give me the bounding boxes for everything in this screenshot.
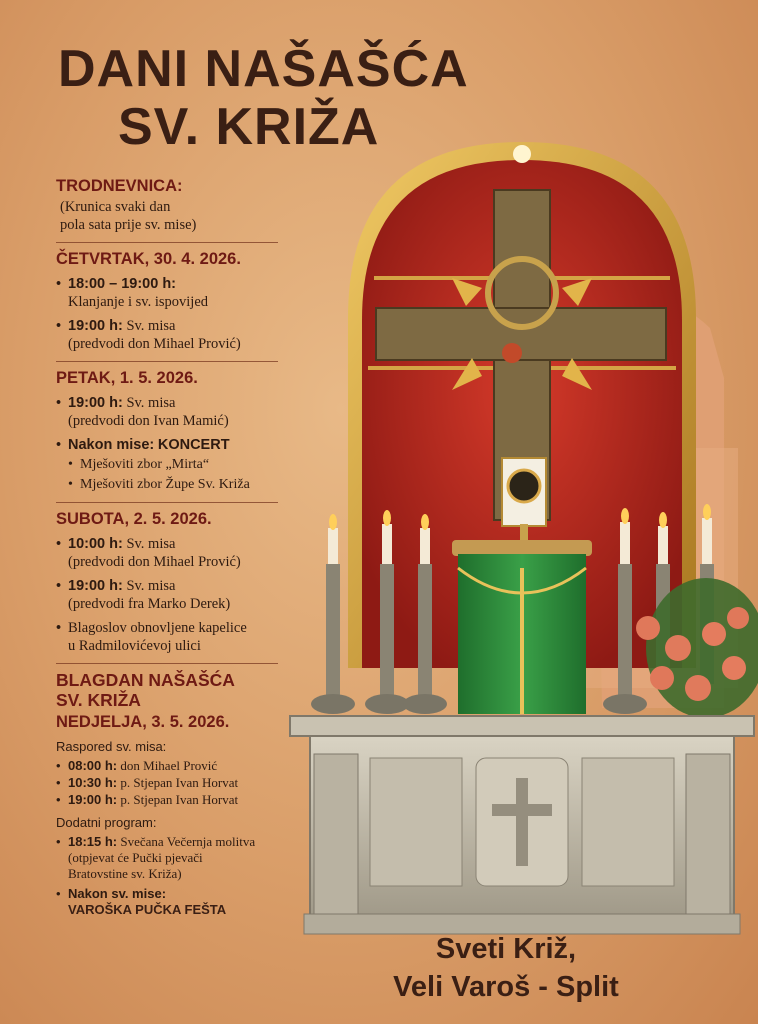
list-item bbox=[56, 758, 278, 774]
altar-cloth bbox=[452, 540, 592, 714]
schedule-column bbox=[56, 176, 278, 924]
item-time: 18:00 – 19:00 h: bbox=[68, 276, 177, 292]
item-text: Sv. misa bbox=[126, 318, 176, 334]
divider bbox=[56, 242, 278, 243]
friday-list bbox=[56, 394, 278, 494]
item-time: 18:15 h: bbox=[68, 834, 118, 849]
item-text: KONCERT bbox=[157, 437, 230, 453]
list-item bbox=[56, 535, 278, 571]
item-text: Svečana Večernja molitva bbox=[120, 834, 256, 849]
item-time: 19:00 h: bbox=[68, 792, 118, 807]
list-item bbox=[56, 394, 278, 430]
feast-date: NEDJELJA, 3. 5. 2026. bbox=[56, 713, 230, 731]
list-item bbox=[56, 619, 278, 655]
saturday-heading: SUBOTA, 2. 5. 2026. bbox=[56, 510, 212, 528]
saturday-section bbox=[56, 509, 278, 655]
list-item bbox=[56, 275, 278, 311]
item-detail: Klanjanje i sv. ispovijed bbox=[68, 294, 209, 310]
location-caption bbox=[380, 930, 632, 1006]
item-detail: Bratovstine sv. Križa) bbox=[68, 866, 182, 881]
title-line-2: SV. KRIŽA bbox=[118, 98, 380, 156]
list-item bbox=[56, 436, 278, 454]
item-text: don Mihael Prović bbox=[120, 758, 218, 773]
item-detail: VAROŠKA PUČKA FEŠTA bbox=[68, 902, 227, 917]
item-time: 19:00 h: bbox=[68, 395, 123, 411]
thursday-list bbox=[56, 275, 278, 353]
feast-section bbox=[56, 670, 278, 918]
item-detail: (predvodi don Mihael Prović) bbox=[68, 336, 241, 352]
item-time: 08:00 h: bbox=[68, 758, 118, 773]
item-time: Nakon mise: bbox=[68, 437, 155, 453]
list-item bbox=[56, 577, 278, 613]
triduum-note-2: pola sata prije sv. mise) bbox=[60, 217, 197, 233]
schedule-label: Raspored sv. misa: bbox=[56, 739, 167, 754]
triduum-note-1: (Krunica svaki dan bbox=[60, 199, 171, 215]
thursday-section bbox=[56, 249, 278, 353]
feast-heading-2: SV. KRIŽA bbox=[56, 690, 141, 710]
item-text: Blagoslov obnovljene kapelice bbox=[68, 620, 247, 636]
item-detail: u Radmilovićevoj ulici bbox=[68, 638, 201, 654]
altar-illustration bbox=[286, 128, 758, 938]
item-time: 10:30 h: bbox=[68, 775, 118, 790]
item-time: 19:00 h: bbox=[68, 318, 123, 334]
item-detail: (predvodi fra Marko Derek) bbox=[68, 596, 231, 612]
triduum-section bbox=[56, 176, 278, 234]
item-text: Sv. misa bbox=[126, 578, 176, 594]
list-item bbox=[56, 317, 278, 353]
list-item bbox=[56, 792, 278, 808]
thursday-heading: ČETVRTAK, 30. 4. 2026. bbox=[56, 250, 241, 268]
divider bbox=[56, 502, 278, 503]
item-text: p. Stjepan Ivan Horvat bbox=[120, 792, 239, 807]
item-time: 10:00 h: bbox=[68, 536, 123, 552]
divider bbox=[56, 663, 278, 664]
caption-line-2: Veli Varoš - Split bbox=[393, 971, 619, 1003]
caption-line-1: Sveti Križ, bbox=[435, 933, 577, 965]
list-item bbox=[56, 886, 278, 918]
item-text: Sv. misa bbox=[126, 395, 176, 411]
item-time: Nakon sv. mise: bbox=[68, 886, 167, 901]
stone-altar bbox=[290, 716, 754, 934]
friday-heading: PETAK, 1. 5. 2026. bbox=[56, 369, 198, 387]
saturday-list bbox=[56, 535, 278, 655]
feast-heading-1: BLAGDAN NAŠAŠĆA bbox=[56, 670, 235, 690]
mass-list bbox=[56, 758, 278, 808]
item-detail: (otpjevat će Pučki pjevači bbox=[68, 850, 203, 865]
item-text: Sv. misa bbox=[126, 536, 176, 552]
triduum-heading: TRODNEVNICA: bbox=[56, 177, 183, 195]
item-detail: (predvodi don Ivan Mamić) bbox=[68, 413, 229, 429]
program-label: Dodatni program: bbox=[56, 815, 157, 830]
list-item bbox=[56, 834, 278, 882]
item-time: 19:00 h: bbox=[68, 578, 123, 594]
concert-choir: • Mješoviti zbor Župe Sv. Križa bbox=[56, 476, 278, 494]
program-list bbox=[56, 834, 278, 918]
friday-section bbox=[56, 368, 278, 494]
title-line-1: DANI NAŠAŠĆA bbox=[58, 40, 469, 98]
item-detail: (predvodi don Mihael Prović) bbox=[68, 554, 241, 570]
list-item bbox=[56, 775, 278, 791]
item-text: p. Stjepan Ivan Horvat bbox=[120, 775, 239, 790]
concert-choir: • Mješoviti zbor „Mirta“ bbox=[56, 456, 278, 474]
divider bbox=[56, 361, 278, 362]
